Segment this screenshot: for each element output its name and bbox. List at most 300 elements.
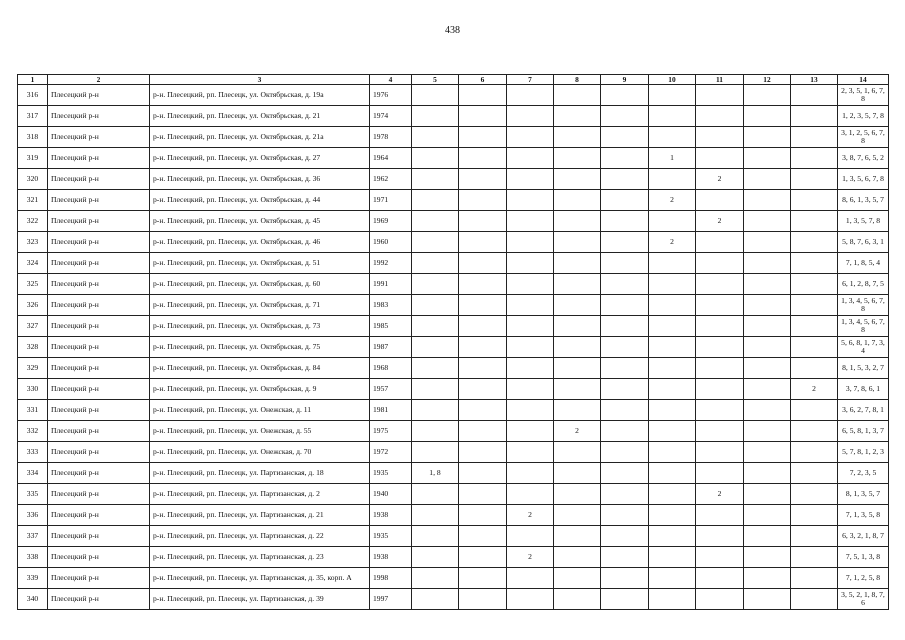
table-cell-col-14: 3, 6, 2, 7, 8, 1 bbox=[838, 400, 889, 421]
table-row bbox=[18, 211, 889, 232]
table-cell-col-8 bbox=[554, 190, 601, 211]
column-header-6: 6 bbox=[459, 75, 507, 85]
table-cell-col-1: 321 bbox=[18, 190, 48, 211]
table-cell-col-5 bbox=[412, 232, 459, 253]
table-cell-col-3: р-н. Плесецкий, рп. Плесецк, ул. Октябрьская, д. 51 bbox=[150, 253, 370, 274]
table-cell-col-2: Плесецкий р-н bbox=[48, 463, 150, 484]
table-cell-col-13: 2 bbox=[791, 379, 838, 400]
table-cell-col-9 bbox=[601, 316, 649, 337]
table-cell-col-5 bbox=[412, 505, 459, 526]
table-cell-col-5 bbox=[412, 190, 459, 211]
table-cell-col-3: р-н. Плесецкий, рп. Плесецк, ул. Октябрьская, д. 36 bbox=[150, 169, 370, 190]
table-cell-col-14: 8, 1, 5, 3, 2, 7 bbox=[838, 358, 889, 379]
table-cell-col-8 bbox=[554, 232, 601, 253]
table-cell-col-14: 1, 3, 5, 6, 7, 8 bbox=[838, 169, 889, 190]
table-cell-col-10 bbox=[649, 316, 696, 337]
table-cell-col-4: 1985 bbox=[370, 316, 412, 337]
table-cell-col-1: 339 bbox=[18, 568, 48, 589]
table-cell-col-4: 1987 bbox=[370, 337, 412, 358]
table-cell-col-7 bbox=[507, 379, 554, 400]
table-cell-col-2: Плесецкий р-н bbox=[48, 190, 150, 211]
table-cell-col-14: 1, 3, 5, 7, 8 bbox=[838, 211, 889, 232]
table-cell-col-11 bbox=[696, 442, 744, 463]
table-cell-col-2: Плесецкий р-н bbox=[48, 274, 150, 295]
table-cell-col-14: 2, 3, 5, 1, 6, 7, 8 bbox=[838, 85, 889, 106]
table-cell-col-6 bbox=[459, 232, 507, 253]
table-cell-col-13 bbox=[791, 190, 838, 211]
table-cell-col-11 bbox=[696, 526, 744, 547]
table-row bbox=[18, 274, 889, 295]
table-body bbox=[18, 85, 889, 610]
table-cell-col-4: 1975 bbox=[370, 421, 412, 442]
column-header-10: 10 bbox=[649, 75, 696, 85]
table-cell-col-4: 1964 bbox=[370, 148, 412, 169]
table-cell-col-13 bbox=[791, 127, 838, 148]
table-cell-col-1: 333 bbox=[18, 442, 48, 463]
table-cell-col-11 bbox=[696, 253, 744, 274]
table-cell-col-6 bbox=[459, 295, 507, 316]
table-cell-col-5 bbox=[412, 400, 459, 421]
table-cell-col-8 bbox=[554, 589, 601, 610]
table-cell-col-8 bbox=[554, 484, 601, 505]
table-cell-col-12 bbox=[744, 190, 791, 211]
table-cell-col-4: 1969 bbox=[370, 211, 412, 232]
table-row bbox=[18, 316, 889, 337]
table-cell-col-2: Плесецкий р-н bbox=[48, 169, 150, 190]
table-cell-col-10 bbox=[649, 421, 696, 442]
table-cell-col-13 bbox=[791, 547, 838, 568]
table-cell-col-12 bbox=[744, 568, 791, 589]
table-cell-col-4: 1981 bbox=[370, 400, 412, 421]
table-cell-col-8 bbox=[554, 106, 601, 127]
table-cell-col-12 bbox=[744, 358, 791, 379]
table-cell-col-3: р-н. Плесецкий, рп. Плесецк, ул. Октябрьская, д. 9 bbox=[150, 379, 370, 400]
table-cell-col-14: 8, 1, 3, 5, 7 bbox=[838, 484, 889, 505]
table-cell-col-3: р-н. Плесецкий, рп. Плесецк, ул. Октябрьская, д. 84 bbox=[150, 358, 370, 379]
table-cell-col-2: Плесецкий р-н bbox=[48, 547, 150, 568]
table-cell-col-11 bbox=[696, 337, 744, 358]
table-cell-col-11 bbox=[696, 505, 744, 526]
table-cell-col-12 bbox=[744, 148, 791, 169]
table-cell-col-4: 1991 bbox=[370, 274, 412, 295]
table-cell-col-14: 8, 6, 1, 3, 5, 7 bbox=[838, 190, 889, 211]
table-cell-col-13 bbox=[791, 505, 838, 526]
table-cell-col-5 bbox=[412, 568, 459, 589]
table-row bbox=[18, 463, 889, 484]
table-cell-col-6 bbox=[459, 169, 507, 190]
table-row bbox=[18, 589, 889, 610]
table-cell-col-7 bbox=[507, 274, 554, 295]
table-cell-col-10 bbox=[649, 253, 696, 274]
table-cell-col-5 bbox=[412, 358, 459, 379]
table-cell-col-4: 1960 bbox=[370, 232, 412, 253]
table-cell-col-13 bbox=[791, 106, 838, 127]
table-cell-col-3: р-н. Плесецкий, рп. Плесецк, ул. Партизанская, д. 39 bbox=[150, 589, 370, 610]
table-row bbox=[18, 547, 889, 568]
table-cell-col-9 bbox=[601, 547, 649, 568]
table-cell-col-5 bbox=[412, 211, 459, 232]
table-cell-col-3: р-н. Плесецкий, рп. Плесецк, ул. Октябрьская, д. 75 bbox=[150, 337, 370, 358]
table-cell-col-7 bbox=[507, 85, 554, 106]
table-cell-col-2: Плесецкий р-н bbox=[48, 127, 150, 148]
table-cell-col-5 bbox=[412, 274, 459, 295]
table-cell-col-4: 1998 bbox=[370, 568, 412, 589]
table-cell-col-9 bbox=[601, 484, 649, 505]
table-cell-col-6 bbox=[459, 316, 507, 337]
table-cell-col-10 bbox=[649, 295, 696, 316]
table-cell-col-6 bbox=[459, 421, 507, 442]
table-cell-col-8: 2 bbox=[554, 421, 601, 442]
table-cell-col-4: 1962 bbox=[370, 169, 412, 190]
table-cell-col-3: р-н. Плесецкий, рп. Плесецк, ул. Октябрьская, д. 19а bbox=[150, 85, 370, 106]
table-cell-col-12 bbox=[744, 337, 791, 358]
table-cell-col-12 bbox=[744, 442, 791, 463]
table-cell-col-13 bbox=[791, 400, 838, 421]
table-cell-col-3: р-н. Плесецкий, рп. Плесецк, ул. Октябрьская, д. 27 bbox=[150, 148, 370, 169]
table-cell-col-3: р-н. Плесецкий, рп. Плесецк, ул. Партизанская, д. 23 bbox=[150, 547, 370, 568]
table-cell-col-1: 324 bbox=[18, 253, 48, 274]
table-row bbox=[18, 505, 889, 526]
table-cell-col-2: Плесецкий р-н bbox=[48, 106, 150, 127]
table-cell-col-6 bbox=[459, 358, 507, 379]
table-cell-col-12 bbox=[744, 400, 791, 421]
table-cell-col-13 bbox=[791, 85, 838, 106]
table-cell-col-1: 330 bbox=[18, 379, 48, 400]
table-cell-col-2: Плесецкий р-н bbox=[48, 400, 150, 421]
table-cell-col-12 bbox=[744, 589, 791, 610]
table-cell-col-11 bbox=[696, 232, 744, 253]
table-cell-col-7 bbox=[507, 106, 554, 127]
table-cell-col-8 bbox=[554, 526, 601, 547]
table-cell-col-13 bbox=[791, 316, 838, 337]
column-header-13: 13 bbox=[791, 75, 838, 85]
table-row bbox=[18, 379, 889, 400]
table-cell-col-1: 335 bbox=[18, 484, 48, 505]
table-cell-col-9 bbox=[601, 526, 649, 547]
table-cell-col-11 bbox=[696, 463, 744, 484]
table-cell-col-2: Плесецкий р-н bbox=[48, 316, 150, 337]
table-cell-col-11 bbox=[696, 568, 744, 589]
table-cell-col-5 bbox=[412, 253, 459, 274]
table-cell-col-6 bbox=[459, 526, 507, 547]
table-cell-col-12 bbox=[744, 274, 791, 295]
table-row bbox=[18, 190, 889, 211]
table-cell-col-13 bbox=[791, 568, 838, 589]
table-cell-col-8 bbox=[554, 316, 601, 337]
table-cell-col-7 bbox=[507, 421, 554, 442]
table-cell-col-1: 329 bbox=[18, 358, 48, 379]
table-cell-col-2: Плесецкий р-н bbox=[48, 358, 150, 379]
table-cell-col-13 bbox=[791, 169, 838, 190]
table-cell-col-4: 1983 bbox=[370, 295, 412, 316]
table-cell-col-10 bbox=[649, 505, 696, 526]
table-cell-col-9 bbox=[601, 358, 649, 379]
table-cell-col-14: 1, 3, 4, 5, 6, 7, 8 bbox=[838, 316, 889, 337]
table-cell-col-12 bbox=[744, 379, 791, 400]
table-cell-col-14: 7, 1, 2, 5, 8 bbox=[838, 568, 889, 589]
table-cell-col-10 bbox=[649, 568, 696, 589]
table-cell-col-3: р-н. Плесецкий, рп. Плесецк, ул. Октябрьская, д. 73 bbox=[150, 316, 370, 337]
table-cell-col-13 bbox=[791, 148, 838, 169]
table-cell-col-14: 5, 7, 8, 1, 2, 3 bbox=[838, 442, 889, 463]
table-cell-col-14: 7, 2, 3, 5 bbox=[838, 463, 889, 484]
table-cell-col-11 bbox=[696, 589, 744, 610]
column-header-3: 3 bbox=[150, 75, 370, 85]
table-cell-col-14: 5, 6, 8, 1, 7, 3, 4 bbox=[838, 337, 889, 358]
table-cell-col-7 bbox=[507, 589, 554, 610]
table-cell-col-7 bbox=[507, 568, 554, 589]
table-cell-col-12 bbox=[744, 421, 791, 442]
table-cell-col-1: 332 bbox=[18, 421, 48, 442]
table-cell-col-10 bbox=[649, 442, 696, 463]
column-header-5: 5 bbox=[412, 75, 459, 85]
table-cell-col-7 bbox=[507, 400, 554, 421]
table-cell-col-7 bbox=[507, 358, 554, 379]
table-row bbox=[18, 337, 889, 358]
table-cell-col-10 bbox=[649, 274, 696, 295]
table-cell-col-2: Плесецкий р-н bbox=[48, 484, 150, 505]
table-cell-col-4: 1978 bbox=[370, 127, 412, 148]
table-cell-col-5 bbox=[412, 295, 459, 316]
table-cell-col-12 bbox=[744, 106, 791, 127]
table-cell-col-8 bbox=[554, 505, 601, 526]
table-cell-col-7 bbox=[507, 295, 554, 316]
table-cell-col-5 bbox=[412, 148, 459, 169]
table-cell-col-6 bbox=[459, 547, 507, 568]
table-cell-col-6 bbox=[459, 379, 507, 400]
table-cell-col-9 bbox=[601, 568, 649, 589]
table-cell-col-6 bbox=[459, 505, 507, 526]
table-cell-col-9 bbox=[601, 232, 649, 253]
table-cell-col-10 bbox=[649, 589, 696, 610]
table-cell-col-2: Плесецкий р-н bbox=[48, 85, 150, 106]
table-cell-col-9 bbox=[601, 463, 649, 484]
table-cell-col-6 bbox=[459, 337, 507, 358]
table-cell-col-8 bbox=[554, 568, 601, 589]
table-cell-col-2: Плесецкий р-н bbox=[48, 379, 150, 400]
table-cell-col-2: Плесецкий р-н bbox=[48, 148, 150, 169]
table-cell-col-14: 7, 5, 1, 3, 8 bbox=[838, 547, 889, 568]
table-cell-col-11 bbox=[696, 148, 744, 169]
table-cell-col-14: 3, 8, 7, 6, 5, 2 bbox=[838, 148, 889, 169]
table-cell-col-12 bbox=[744, 295, 791, 316]
table-cell-col-6 bbox=[459, 106, 507, 127]
column-header-14: 14 bbox=[838, 75, 889, 85]
table-cell-col-8 bbox=[554, 253, 601, 274]
table-cell-col-9 bbox=[601, 274, 649, 295]
table-row bbox=[18, 85, 889, 106]
table-cell-col-2: Плесецкий р-н bbox=[48, 253, 150, 274]
table-cell-col-13 bbox=[791, 484, 838, 505]
table-cell-col-7 bbox=[507, 316, 554, 337]
table-cell-col-14: 1, 3, 4, 5, 6, 7, 8 bbox=[838, 295, 889, 316]
table-cell-col-8 bbox=[554, 400, 601, 421]
table-cell-col-5 bbox=[412, 379, 459, 400]
table-cell-col-1: 331 bbox=[18, 400, 48, 421]
table-cell-col-11 bbox=[696, 274, 744, 295]
table-cell-col-2: Плесецкий р-н bbox=[48, 505, 150, 526]
table-row bbox=[18, 400, 889, 421]
table-cell-col-4: 1957 bbox=[370, 379, 412, 400]
table-cell-col-14: 6, 1, 2, 8, 7, 5 bbox=[838, 274, 889, 295]
table-row bbox=[18, 106, 889, 127]
table-cell-col-1: 320 bbox=[18, 169, 48, 190]
table-cell-col-11 bbox=[696, 358, 744, 379]
table-cell-col-9 bbox=[601, 505, 649, 526]
table-row bbox=[18, 169, 889, 190]
table-cell-col-8 bbox=[554, 295, 601, 316]
table-cell-col-7 bbox=[507, 526, 554, 547]
table-cell-col-11: 2 bbox=[696, 169, 744, 190]
table-cell-col-10 bbox=[649, 463, 696, 484]
table-cell-col-6 bbox=[459, 463, 507, 484]
table-cell-col-2: Плесецкий р-н bbox=[48, 232, 150, 253]
table-cell-col-3: р-н. Плесецкий, рп. Плесецк, ул. Октябрьская, д. 44 bbox=[150, 190, 370, 211]
table-cell-col-13 bbox=[791, 442, 838, 463]
table-row bbox=[18, 232, 889, 253]
table-cell-col-4: 1935 bbox=[370, 463, 412, 484]
table-cell-col-1: 318 bbox=[18, 127, 48, 148]
table-cell-col-2: Плесецкий р-н bbox=[48, 526, 150, 547]
table-cell-col-9 bbox=[601, 85, 649, 106]
table-cell-col-5 bbox=[412, 85, 459, 106]
page-number: 438 bbox=[445, 25, 460, 36]
column-header-8: 8 bbox=[554, 75, 601, 85]
table-cell-col-13 bbox=[791, 337, 838, 358]
table-cell-col-6 bbox=[459, 442, 507, 463]
header-row bbox=[18, 75, 889, 85]
table-cell-col-2: Плесецкий р-н bbox=[48, 337, 150, 358]
table-cell-col-13 bbox=[791, 589, 838, 610]
table-row bbox=[18, 358, 889, 379]
table-cell-col-6 bbox=[459, 568, 507, 589]
table-cell-col-3: р-н. Плесецкий, рп. Плесецк, ул. Партизанская, д. 35, корп. А bbox=[150, 568, 370, 589]
table-cell-col-3: р-н. Плесецкий, рп. Плесецк, ул. Партизанская, д. 21 bbox=[150, 505, 370, 526]
table-cell-col-1: 338 bbox=[18, 547, 48, 568]
table-cell-col-12 bbox=[744, 253, 791, 274]
table-cell-col-10: 2 bbox=[649, 232, 696, 253]
table-cell-col-9 bbox=[601, 127, 649, 148]
table-cell-col-6 bbox=[459, 253, 507, 274]
table-cell-col-9 bbox=[601, 295, 649, 316]
table-cell-col-3: р-н. Плесецкий, рп. Плесецк, ул. Октябрьская, д. 21а bbox=[150, 127, 370, 148]
table-cell-col-1: 327 bbox=[18, 316, 48, 337]
table-cell-col-7 bbox=[507, 442, 554, 463]
table-cell-col-1: 340 bbox=[18, 589, 48, 610]
table-cell-col-12 bbox=[744, 85, 791, 106]
column-header-2: 2 bbox=[48, 75, 150, 85]
table-cell-col-4: 1997 bbox=[370, 589, 412, 610]
table-cell-col-5 bbox=[412, 169, 459, 190]
table-cell-col-7 bbox=[507, 253, 554, 274]
table-cell-col-5 bbox=[412, 421, 459, 442]
table-cell-col-3: р-н. Плесецкий, рп. Плесецк, ул. Октябрьская, д. 21 bbox=[150, 106, 370, 127]
table-row bbox=[18, 484, 889, 505]
table-cell-col-7 bbox=[507, 190, 554, 211]
table-cell-col-3: р-н. Плесецкий, рп. Плесецк, ул. Партизанская, д. 18 bbox=[150, 463, 370, 484]
table-cell-col-11 bbox=[696, 127, 744, 148]
table-cell-col-10 bbox=[649, 379, 696, 400]
table-cell-col-7 bbox=[507, 211, 554, 232]
table-cell-col-10 bbox=[649, 547, 696, 568]
table-cell-col-7: 2 bbox=[507, 505, 554, 526]
table-cell-col-10 bbox=[649, 484, 696, 505]
table-cell-col-5 bbox=[412, 526, 459, 547]
table-cell-col-11 bbox=[696, 106, 744, 127]
table-cell-col-3: р-н. Плесецкий, рп. Плесецк, ул. Партизанская, д. 2 bbox=[150, 484, 370, 505]
table-cell-col-4: 1972 bbox=[370, 442, 412, 463]
table-cell-col-12 bbox=[744, 211, 791, 232]
table-cell-col-13 bbox=[791, 274, 838, 295]
table-cell-col-9 bbox=[601, 190, 649, 211]
table-cell-col-9 bbox=[601, 589, 649, 610]
table-cell-col-1: 326 bbox=[18, 295, 48, 316]
table-cell-col-12 bbox=[744, 505, 791, 526]
table-cell-col-12 bbox=[744, 484, 791, 505]
table-cell-col-13 bbox=[791, 421, 838, 442]
table-cell-col-3: р-н. Плесецкий, рп. Плесецк, ул. Октябрьская, д. 60 bbox=[150, 274, 370, 295]
table-cell-col-12 bbox=[744, 232, 791, 253]
table-cell-col-1: 319 bbox=[18, 148, 48, 169]
table-cell-col-1: 322 bbox=[18, 211, 48, 232]
table-cell-col-5 bbox=[412, 127, 459, 148]
table-cell-col-2: Плесецкий р-н bbox=[48, 589, 150, 610]
table-row bbox=[18, 148, 889, 169]
table-cell-col-11 bbox=[696, 547, 744, 568]
table-cell-col-1: 325 bbox=[18, 274, 48, 295]
table-cell-col-3: р-н. Плесецкий, рп. Плесецк, ул. Октябрьская, д. 71 bbox=[150, 295, 370, 316]
table-cell-col-8 bbox=[554, 85, 601, 106]
table-cell-col-1: 334 bbox=[18, 463, 48, 484]
table-cell-col-1: 316 bbox=[18, 85, 48, 106]
column-header-1: 1 bbox=[18, 75, 48, 85]
table-cell-col-5 bbox=[412, 337, 459, 358]
table-cell-col-3: р-н. Плесецкий, рп. Плесецк, ул. Октябрьская, д. 46 bbox=[150, 232, 370, 253]
table-cell-col-9 bbox=[601, 442, 649, 463]
table-cell-col-10 bbox=[649, 358, 696, 379]
table-cell-col-8 bbox=[554, 211, 601, 232]
table-cell-col-6 bbox=[459, 148, 507, 169]
table-cell-col-11 bbox=[696, 295, 744, 316]
table-cell-col-12 bbox=[744, 169, 791, 190]
table-cell-col-7: 2 bbox=[507, 547, 554, 568]
table-cell-col-2: Плесецкий р-н bbox=[48, 295, 150, 316]
table-cell-col-4: 1976 bbox=[370, 85, 412, 106]
table-cell-col-3: р-н. Плесецкий, рп. Плесецк, ул. Онежская, д. 70 bbox=[150, 442, 370, 463]
column-header-4: 4 bbox=[370, 75, 412, 85]
table-cell-col-14: 6, 5, 8, 1, 3, 7 bbox=[838, 421, 889, 442]
table-cell-col-3: р-н. Плесецкий, рп. Плесецк, ул. Онежская, д. 55 bbox=[150, 421, 370, 442]
table-cell-col-14: 3, 7, 8, 6, 1 bbox=[838, 379, 889, 400]
table-cell-col-9 bbox=[601, 169, 649, 190]
table-cell-col-9 bbox=[601, 337, 649, 358]
table-cell-col-1: 337 bbox=[18, 526, 48, 547]
table-cell-col-8 bbox=[554, 337, 601, 358]
table-cell-col-2: Плесецкий р-н bbox=[48, 421, 150, 442]
table-cell-col-12 bbox=[744, 526, 791, 547]
table-cell-col-11 bbox=[696, 379, 744, 400]
table-cell-col-5 bbox=[412, 106, 459, 127]
table-cell-col-14: 7, 1, 8, 5, 4 bbox=[838, 253, 889, 274]
table-cell-col-7 bbox=[507, 484, 554, 505]
table-cell-col-1: 323 bbox=[18, 232, 48, 253]
table-cell-col-5 bbox=[412, 442, 459, 463]
table-row bbox=[18, 442, 889, 463]
table-cell-col-8 bbox=[554, 547, 601, 568]
table-cell-col-11 bbox=[696, 400, 744, 421]
table-cell-col-13 bbox=[791, 211, 838, 232]
table-cell-col-7 bbox=[507, 232, 554, 253]
